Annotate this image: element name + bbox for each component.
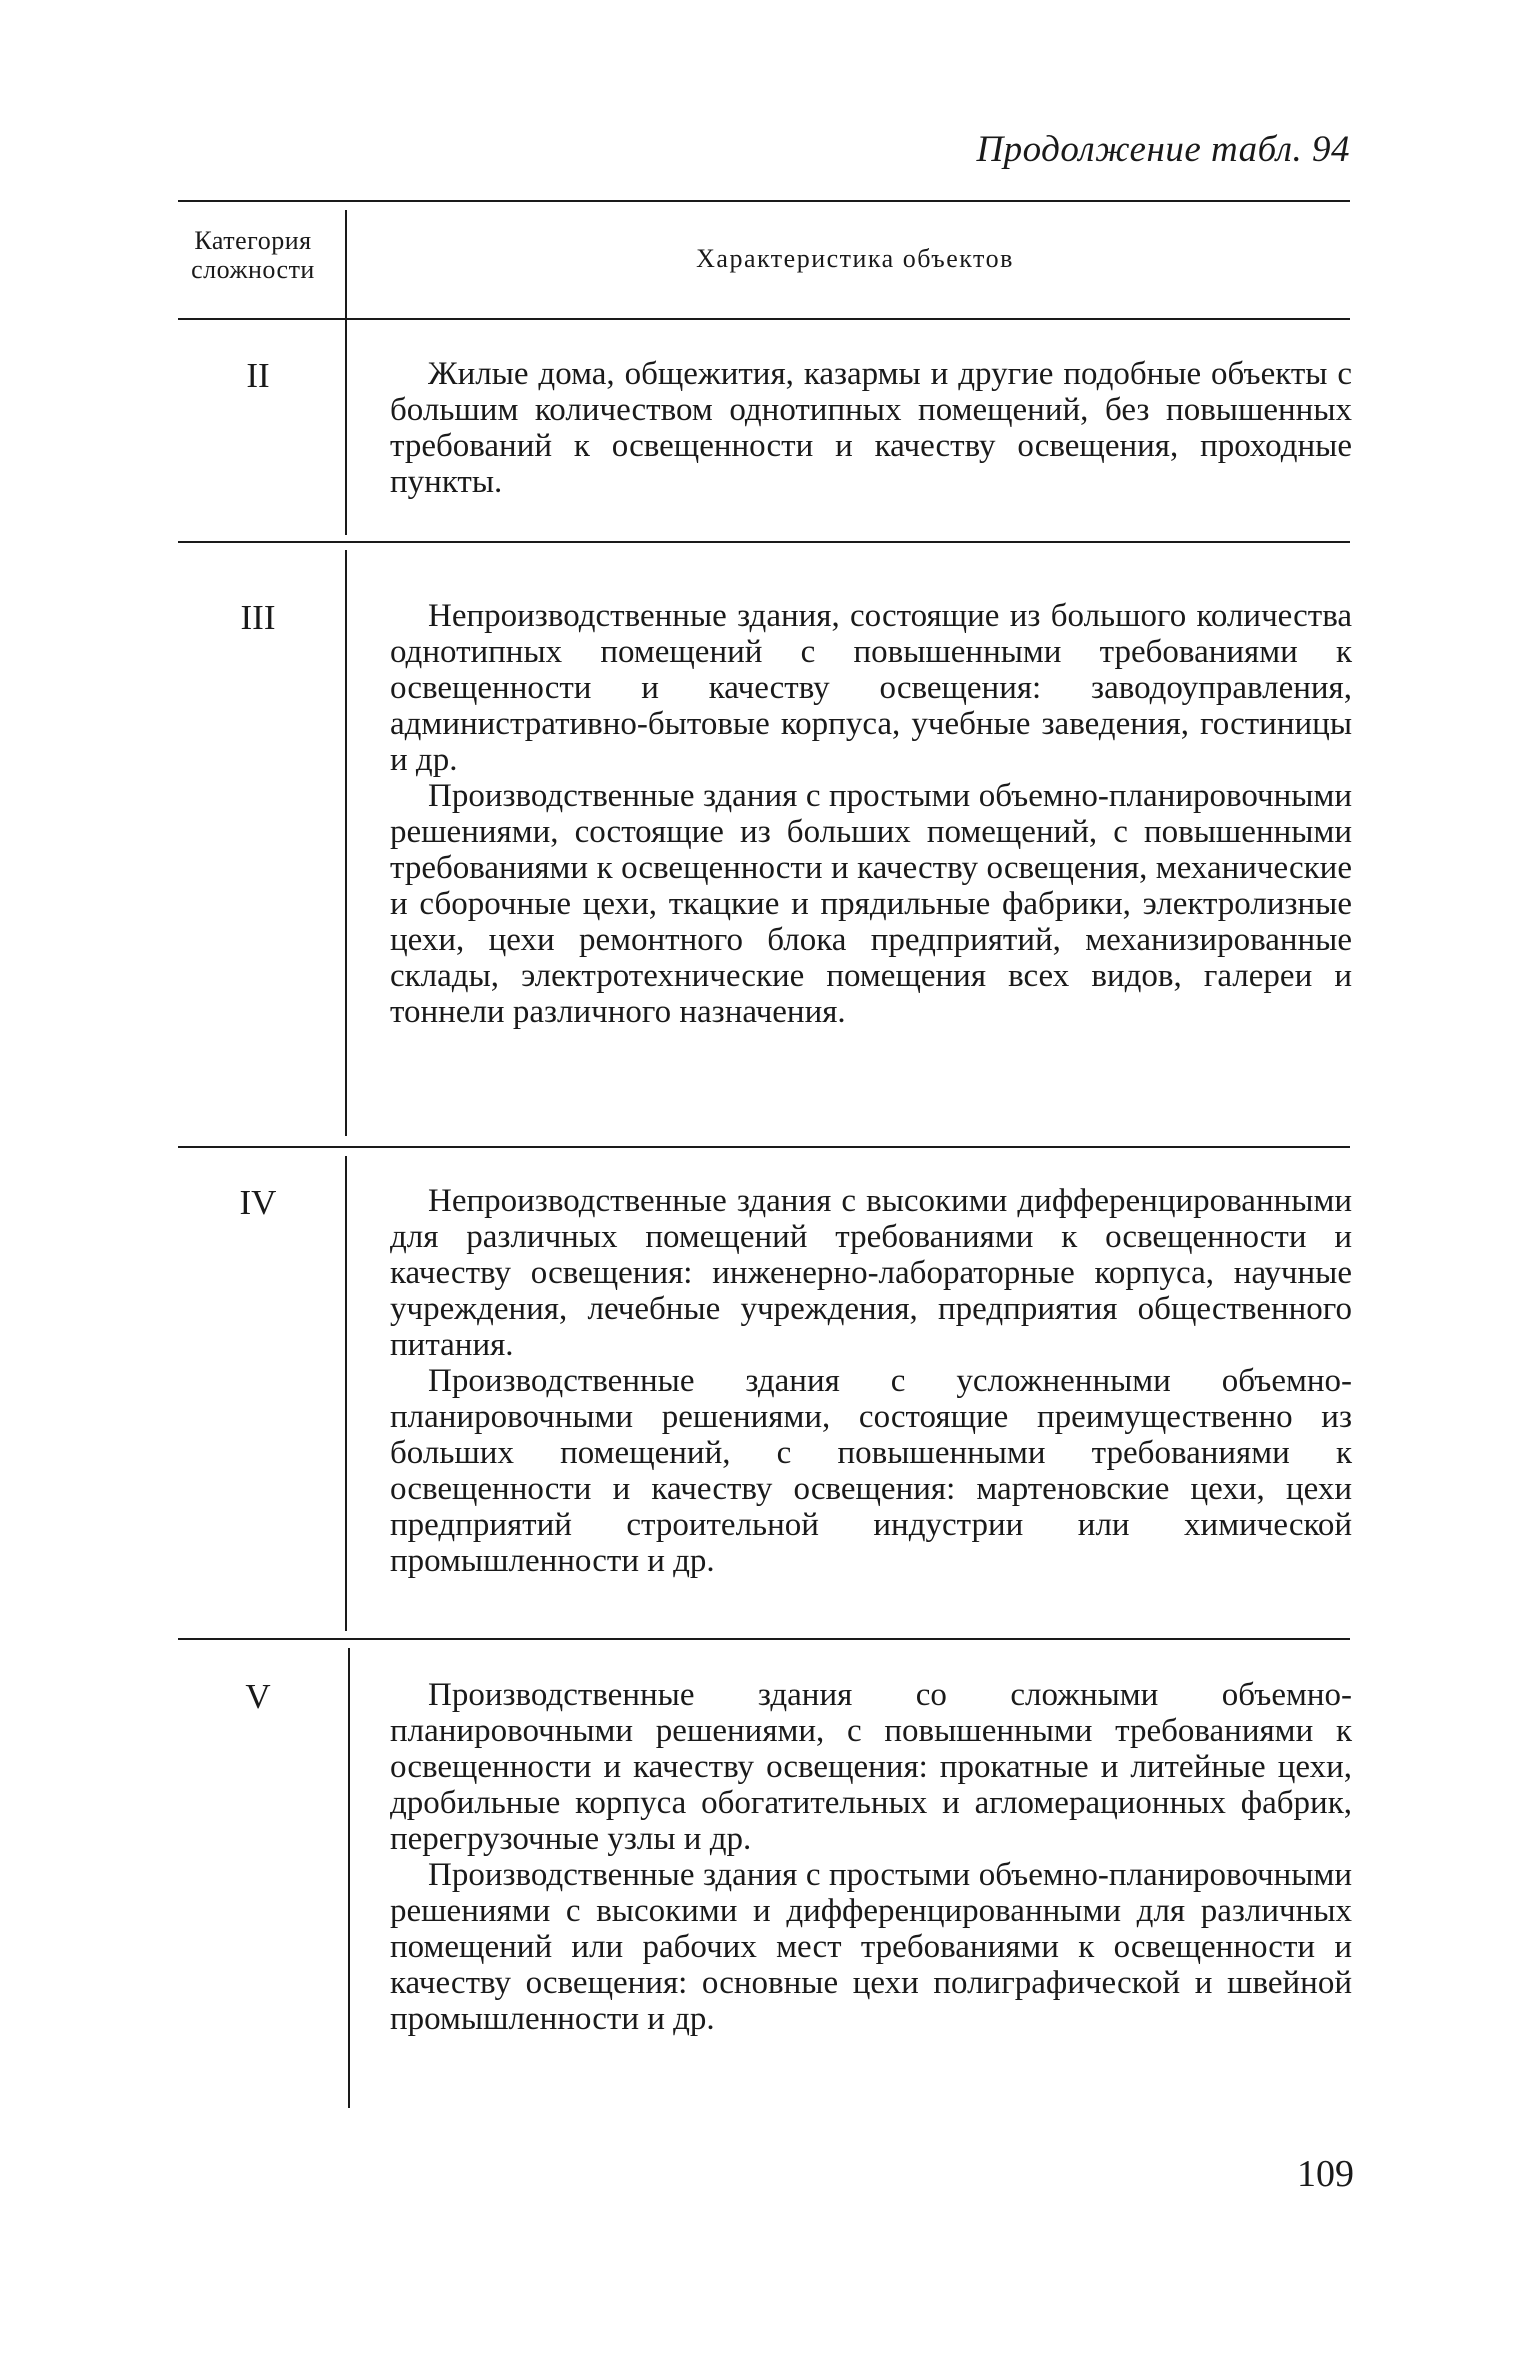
row-divider [178, 1638, 1350, 1640]
paragraph: Производственные здания со сложными объемно-планировочными решениями, с повышенными требованиями к освещенности и качеству освещения: прокатные и литейные цехи, дробильные корпуса обогатительных и агломерационных фабрик, перегрузочные узлы и др. [390, 1677, 1352, 1857]
paragraph: Жилые дома, общежития, казармы и другие подобные объекты с большим количеством однотипных помещений, без повышенных требований к освещенности и качеству освещения, проходные пункты. [390, 356, 1352, 500]
row-divider [178, 1146, 1350, 1148]
header-characteristic: Характеристика объектов [696, 244, 1014, 273]
running-head: Продолжение табл. 94 [976, 129, 1350, 170]
characteristic-cell [390, 598, 1352, 1030]
column-divider [345, 550, 347, 1136]
characteristic-cell [390, 1677, 1352, 2037]
characteristic-cell [390, 1183, 1352, 1579]
category-label: III [240, 598, 276, 637]
page-number: 109 [1297, 2153, 1354, 2195]
paragraph: Непроизводственные здания, состоящие из большого количества однотипных помещений с повышенными требованиями к освещенности и качеству освещения: заводоуправления, административно-бытовые корпуса, учебные заведения, гостиницы и др. [390, 598, 1352, 778]
table-top-rule [178, 200, 1350, 202]
header-category: Категория сложности [191, 226, 315, 284]
header-bottom-rule [178, 318, 1350, 320]
paragraph: Производственные здания с простыми объемно-планировочными решениями, состоящие из больших помещений, с повышенными требованиями к освещенности и качеству освещения, механические и сборочные цехи, ткацкие и прядильные фабрики, электролизные цехи, цехи ремонтного блока предприятий, механизированные склады, электротехнические помещения всех видов, галереи и тоннели различного назначения. [390, 778, 1352, 1030]
row-divider [178, 541, 1350, 543]
characteristic-cell [390, 356, 1352, 500]
category-label: IV [239, 1183, 277, 1222]
paragraph: Производственные здания с усложненными объемно-планировочными решениями, состоящие преимущественно из больших помещений, с повышенными требованиями к освещенности и качеству освещения: мартеновские цехи, цехи предприятий строительной индустрии или химической промышленности и др. [390, 1363, 1352, 1579]
paragraph: Непроизводственные здания с высокими дифференцированными для различных помещений требованиями к освещенности и качеству освещения: инженерно-лабораторные корпуса, научные учреждения, лечебные учреждения, предприятия общественного питания. [390, 1183, 1352, 1363]
column-divider [345, 210, 347, 535]
category-label: II [246, 356, 270, 395]
column-divider [348, 1648, 350, 2108]
category-label: V [245, 1677, 271, 1716]
column-divider [345, 1156, 347, 1631]
paragraph: Производственные здания с простыми объемно-планировочными решениями с высокими и дифференцированными для различных помещений или рабочих мест требованиями к освещенности и качеству освещения: основные цехи полиграфической и швейной промышленности и др. [390, 1857, 1352, 2037]
